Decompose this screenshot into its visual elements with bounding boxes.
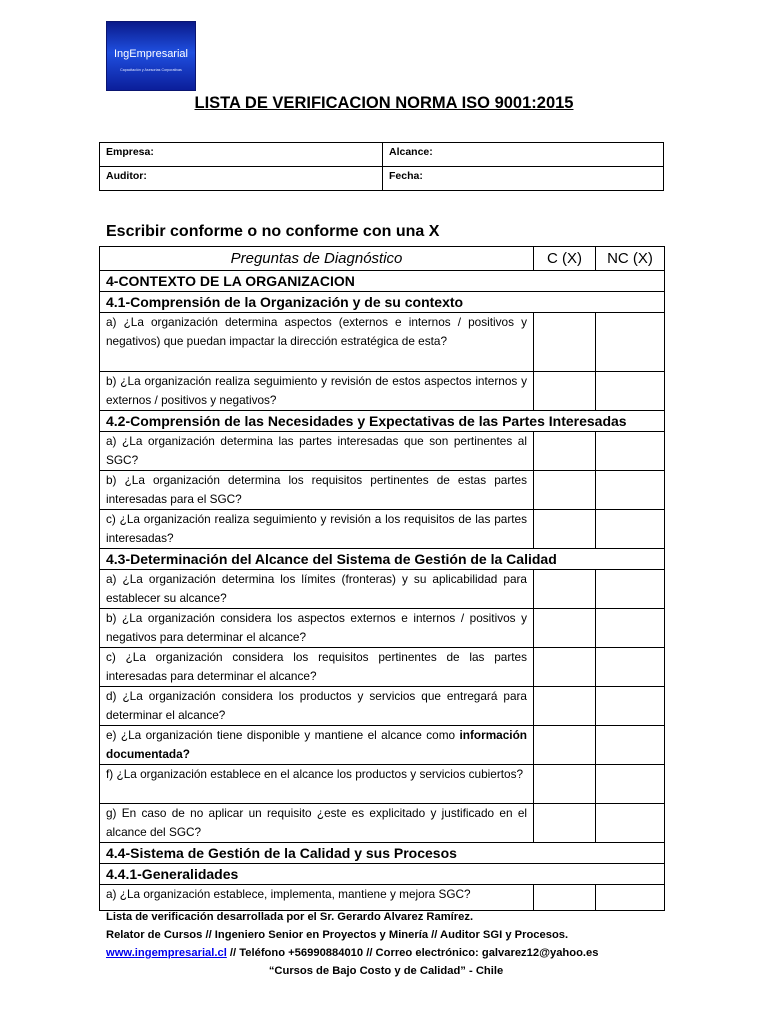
nc-cell[interactable]: [596, 510, 665, 549]
nc-cell[interactable]: [596, 471, 665, 510]
info-table: [99, 142, 664, 191]
table-row: [100, 471, 665, 510]
section-title: 4.4.1-Generalidades: [100, 864, 665, 885]
nc-cell[interactable]: [596, 313, 665, 372]
section-title: 4.1-Comprensión de la Organización y de su contexto: [100, 292, 665, 313]
question-text: a) ¿La organización determina los límites (fronteras) y su aplicabilidad para establecer su alcance?: [100, 570, 534, 609]
question-text: g) En caso de no aplicar un requisito ¿este es explicitado y justificado en el alcance del SGC?: [100, 804, 534, 843]
empresa-field[interactable]: Empresa:: [100, 143, 383, 167]
table-row: [100, 687, 665, 726]
nc-cell[interactable]: [596, 687, 665, 726]
c-cell[interactable]: [534, 726, 596, 765]
footer-phone-email: // Teléfono +56990884010 // Correo electrónico: galvarez12@yahoo.es: [226, 947, 599, 959]
c-cell[interactable]: [534, 804, 596, 843]
c-cell[interactable]: [534, 471, 596, 510]
footer-roles: Relator de Cursos // Ingeniero Senior en Proyectos y Minería // Auditor SGI y Procesos.: [106, 929, 569, 941]
nc-cell[interactable]: [596, 648, 665, 687]
question-text: a) ¿La organización determina las partes interesadas que son pertinentes al SGC?: [100, 432, 534, 471]
footer: [106, 908, 666, 980]
nc-cell[interactable]: [596, 432, 665, 471]
c-cell[interactable]: [534, 313, 596, 372]
logo-tagline: Capacitación y Asesorías Corporativas: [120, 68, 182, 72]
instruction-text: Escribir conforme o no conforme con una X: [106, 223, 440, 240]
section-title: 4-CONTEXTO DE LA ORGANIZACION: [100, 271, 665, 292]
company-logo: [106, 21, 196, 91]
nc-cell[interactable]: [596, 609, 665, 648]
c-cell[interactable]: [534, 570, 596, 609]
header-nc: NC (X): [596, 247, 665, 271]
table-row: [100, 609, 665, 648]
logo-name: IngEmpresarial: [114, 48, 188, 60]
question-text: b) ¿La organización realiza seguimiento y revisión de estos aspectos internos y externos / positivos y negativos?: [100, 372, 534, 411]
footer-contact: [106, 944, 666, 962]
nc-cell[interactable]: [596, 726, 665, 765]
c-cell[interactable]: [534, 885, 596, 911]
fecha-field[interactable]: Fecha:: [383, 167, 664, 191]
table-row: [100, 885, 665, 911]
question-text-bold: información documentada?: [106, 728, 527, 761]
section-title: 4.2-Comprensión de las Necesidades y Expectativas de las Partes Interesadas: [100, 411, 665, 432]
section-row: [100, 843, 665, 864]
auditor-field[interactable]: Auditor:: [100, 167, 383, 191]
question-text: b) ¿La organización determina los requisitos pertinentes de estas partes interesadas para el SGC?: [100, 471, 534, 510]
nc-cell[interactable]: [596, 372, 665, 411]
nc-cell[interactable]: [596, 885, 665, 911]
section-title: 4.4-Sistema de Gestión de la Calidad y sus Procesos: [100, 843, 665, 864]
c-cell[interactable]: [534, 765, 596, 804]
table-row: [100, 726, 665, 765]
c-cell[interactable]: [534, 609, 596, 648]
question-text: b) ¿La organización considera los aspectos externos e internos / positivos y negativos para determinar el alcance?: [100, 609, 534, 648]
table-row: [100, 313, 665, 372]
c-cell[interactable]: [534, 648, 596, 687]
question-text: f) ¿La organización establece en el alcance los productos y servicios cubiertos?: [100, 765, 534, 804]
question-text: a) ¿La organización determina aspectos (externos e internos / positivos y negativos) que puedan impactar la dirección estratégica de esta?: [100, 313, 534, 372]
question-text-part: e) ¿La organización tiene disponible y mantiene el alcance como: [106, 728, 460, 742]
footer-slogan: “Cursos de Bajo Costo y de Calidad” - Chile: [268, 965, 504, 977]
page-title: LISTA DE VERIFICACION NORMA ISO 9001:2015: [194, 94, 574, 112]
table-row: [100, 570, 665, 609]
section-row: [100, 292, 665, 313]
nc-cell[interactable]: [596, 765, 665, 804]
table-row: [100, 804, 665, 843]
question-text: [100, 726, 534, 765]
table-row: [100, 510, 665, 549]
table-header-row: [100, 247, 665, 271]
nc-cell[interactable]: [596, 570, 665, 609]
c-cell[interactable]: [534, 687, 596, 726]
section-row: [100, 271, 665, 292]
section-row: [100, 411, 665, 432]
question-text: d) ¿La organización considera los productos y servicios que entregará para determinar el alcance?: [100, 687, 534, 726]
table-row: [100, 765, 665, 804]
table-row: [100, 648, 665, 687]
c-cell[interactable]: [534, 432, 596, 471]
table-row: [100, 372, 665, 411]
header-c: C (X): [534, 247, 596, 271]
website-link[interactable]: www.ingempresarial.cl: [106, 947, 227, 959]
section-row: [100, 864, 665, 885]
footer-author: Lista de verificación desarrollada por el Sr. Gerardo Alvarez Ramírez.: [106, 911, 474, 923]
section-title: 4.3-Determinación del Alcance del Sistema de Gestión de la Calidad: [100, 549, 665, 570]
question-text: c) ¿La organización considera los requisitos pertinentes de las partes interesadas para determinar el alcance?: [100, 648, 534, 687]
c-cell[interactable]: [534, 510, 596, 549]
c-cell[interactable]: [534, 372, 596, 411]
question-text: c) ¿La organización realiza seguimiento y revisión a los requisitos de las partes interesadas?: [100, 510, 534, 549]
question-text: a) ¿La organización establece, implementa, mantiene y mejora SGC?: [100, 885, 534, 911]
alcance-field[interactable]: Alcance:: [383, 143, 664, 167]
table-row: [100, 432, 665, 471]
checklist-table: [99, 246, 665, 911]
section-row: [100, 549, 665, 570]
nc-cell[interactable]: [596, 804, 665, 843]
header-question: Preguntas de Diagnóstico: [100, 247, 534, 271]
